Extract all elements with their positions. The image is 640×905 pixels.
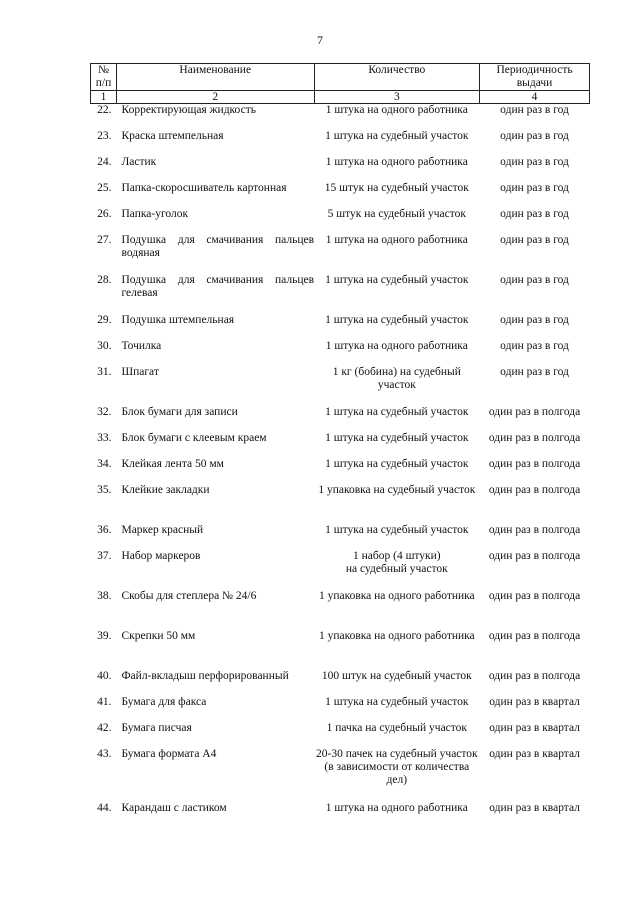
issue-frequency: один раз в квартал: [489, 695, 580, 708]
item-quantity: 1 упаковка на одного работника: [318, 629, 475, 642]
item-name: Папка-уголок: [121, 207, 189, 220]
header-name: [116, 64, 314, 91]
item-name: Точилка: [121, 339, 162, 352]
issue-frequency: один раз в полгода: [488, 457, 581, 470]
issue-frequency: один раз в полгода: [488, 669, 581, 682]
table-row: [91, 208, 590, 234]
row-number: 32.: [97, 405, 112, 418]
item-name: Корректирующая жидкость: [121, 104, 256, 116]
item-quantity: 15 штук на судебный участок: [324, 181, 469, 194]
issue-frequency: один раз в год: [500, 273, 569, 286]
item-name: Скрепки 50 мм: [121, 629, 196, 642]
header-index-2: 2: [116, 91, 314, 104]
issue-frequency: один раз в квартал: [489, 801, 580, 814]
row-number: 24.: [97, 155, 112, 168]
header-index-3: 3: [314, 91, 480, 104]
row-number: 43.: [97, 747, 112, 760]
issue-frequency: один раз в год: [500, 339, 569, 352]
table-row: [91, 406, 590, 432]
table-row: [91, 696, 590, 722]
row-number: 29.: [97, 313, 112, 326]
issue-frequency: один раз в полгода: [488, 483, 581, 496]
table-row: [91, 130, 590, 156]
item-name: Файл-вкладыш перфорированный: [121, 669, 289, 682]
item-name: Бумага для факса: [121, 695, 207, 708]
table-row: [91, 458, 590, 484]
row-number: 35.: [97, 483, 112, 496]
row-number: 44.: [97, 801, 112, 814]
row-number: 39.: [97, 629, 112, 642]
item-name: Маркер красный: [121, 523, 204, 536]
issue-frequency: один раз в год: [500, 129, 569, 142]
row-number: 40.: [97, 669, 112, 682]
row-number: 33.: [97, 431, 112, 444]
item-quantity: 1 набор (4 штуки) на судебный участок: [345, 549, 448, 575]
row-number: 25.: [97, 181, 112, 194]
issue-frequency: один раз в год: [500, 365, 569, 378]
issue-frequency: один раз в год: [500, 181, 569, 194]
issue-frequency: один раз в год: [500, 313, 569, 326]
item-name: Набор маркеров: [121, 549, 201, 562]
issue-frequency: один раз в полгода: [488, 549, 581, 562]
issue-frequency: один раз в год: [500, 104, 569, 116]
issue-frequency: один раз в год: [500, 207, 569, 220]
item-quantity: 1 пачка на судебный участок: [326, 721, 467, 734]
table-row: [91, 234, 590, 274]
item-name: Бумага писчая: [121, 721, 192, 734]
row-number: 42.: [97, 721, 112, 734]
table-row: [91, 802, 590, 828]
item-quantity: 1 штука на одного работника: [325, 801, 468, 814]
item-quantity: 20-30 пачек на судебный участок (в зависимости от количества дел): [315, 747, 478, 786]
issue-frequency: один раз в квартал: [489, 721, 580, 734]
item-quantity: 1 штука на судебный участок: [325, 523, 469, 536]
item-name: Ластик: [121, 155, 157, 168]
table-row: [91, 182, 590, 208]
supplies-table: [90, 63, 590, 828]
header-freq: [480, 64, 590, 91]
table-row: [91, 484, 590, 524]
row-number: 37.: [97, 549, 112, 562]
header-index-1: 1: [91, 91, 117, 104]
item-name: Подушка для смачивания пальцев водяная: [121, 233, 315, 259]
item-name: Бумага формата А4: [121, 747, 217, 760]
table-row: [91, 274, 590, 314]
row-number: 23.: [97, 129, 112, 142]
table-row: [91, 432, 590, 458]
item-quantity: 1 штука на судебный участок: [325, 457, 469, 470]
item-name: Карандаш с ластиком: [121, 801, 227, 814]
table-row: [91, 670, 590, 696]
row-number: 41.: [97, 695, 112, 708]
row-number: 36.: [97, 523, 112, 536]
row-number: 38.: [97, 589, 112, 602]
row-number: 30.: [97, 339, 112, 352]
item-quantity: 1 штука на судебный участок: [325, 129, 469, 142]
item-name: Шпагат: [121, 365, 159, 378]
item-name: Скобы для степлера № 24/6: [121, 589, 257, 602]
issue-frequency: один раз в полгода: [488, 589, 581, 602]
item-quantity: 1 штука на одного работника: [325, 104, 468, 116]
item-quantity: 1 кг (бобина) на судебный участок: [332, 365, 461, 391]
header-qty-label: Количество: [368, 64, 426, 76]
table-row: [91, 630, 590, 670]
header-freq-label: Периодичность выдачи: [496, 64, 573, 89]
row-number: 27.: [97, 233, 112, 246]
row-number: 26.: [97, 207, 112, 220]
header-num: [91, 64, 117, 91]
item-quantity: 1 штука на судебный участок: [325, 405, 469, 418]
item-quantity: 1 штука на одного работника: [325, 155, 468, 168]
item-name: Папка-скоросшиватель картонная: [121, 181, 287, 194]
row-number: 34.: [97, 457, 112, 470]
header-name-label: Наименование: [179, 64, 252, 76]
table-row: [91, 340, 590, 366]
header-index-4: 4: [480, 91, 590, 104]
item-name: Блок бумаги с клеевым краем: [121, 431, 267, 444]
issue-frequency: один раз в квартал: [489, 747, 580, 760]
page-number: 7: [317, 33, 323, 47]
row-number: 28.: [97, 273, 112, 286]
item-quantity: 1 штука на одного работника: [325, 339, 468, 352]
item-quantity: 1 штука на судебный участок: [325, 273, 469, 286]
item-quantity: 5 штук на судебный участок: [327, 207, 466, 220]
header-num-label: № п/п: [95, 64, 112, 89]
issue-frequency: один раз в полгода: [488, 405, 581, 418]
issue-frequency: один раз в год: [500, 155, 569, 168]
table-row: [91, 366, 590, 406]
table-row: [91, 314, 590, 340]
table-row: [91, 590, 590, 630]
table-row: [91, 722, 590, 748]
table-row: [91, 104, 590, 130]
item-name: Клейкие закладки: [121, 483, 210, 496]
issue-frequency: один раз в полгода: [488, 431, 581, 444]
item-quantity: 1 упаковка на одного работника: [318, 589, 475, 602]
item-name: Клейкая лента 50 мм: [121, 457, 224, 470]
item-quantity: 1 штука на одного работника: [325, 233, 468, 246]
issue-frequency: один раз в полгода: [488, 523, 581, 536]
item-quantity: 100 штук на судебный участок: [321, 669, 472, 682]
issue-frequency: один раз в год: [500, 233, 569, 246]
item-name: Блок бумаги для записи: [121, 405, 238, 418]
row-number: 22.: [97, 104, 112, 116]
item-name: Подушка для смачивания пальцев гелевая: [121, 273, 315, 299]
item-quantity: 1 упаковка на судебный участок: [318, 483, 476, 496]
item-quantity: 1 штука на судебный участок: [325, 695, 469, 708]
item-quantity: 1 штука на судебный участок: [325, 313, 469, 326]
row-number: 31.: [97, 365, 112, 378]
header-qty: [314, 64, 480, 91]
item-name: Подушка штемпельная: [121, 313, 235, 326]
issue-frequency: один раз в полгода: [488, 629, 581, 642]
table-row: [91, 550, 590, 590]
table-row: [91, 156, 590, 182]
item-quantity: 1 штука на судебный участок: [325, 431, 469, 444]
table-row: [91, 524, 590, 550]
item-name: Краска штемпельная: [121, 129, 224, 142]
table-row: [91, 748, 590, 802]
